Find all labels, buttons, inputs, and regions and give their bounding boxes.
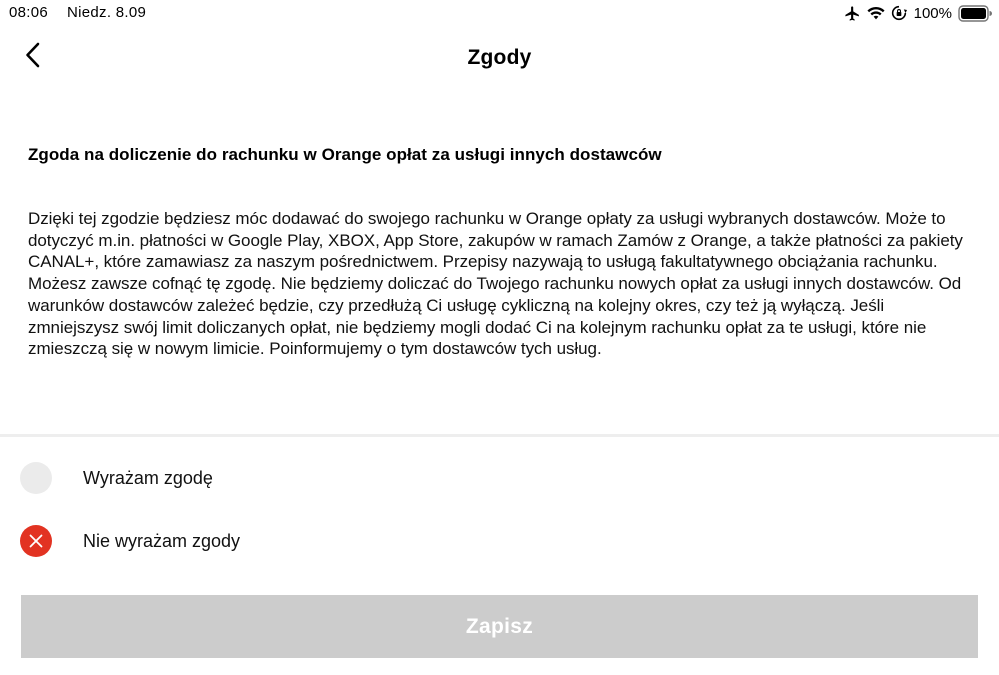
orientation-lock-icon: [891, 5, 907, 21]
option-disagree-label: Nie wyrażam zgody: [83, 530, 241, 551]
battery-percent: 100%: [913, 4, 952, 22]
consent-heading: Zgoda na doliczenie do rachunku w Orange opłat za usługi innych dostawców: [28, 145, 662, 164]
status-date: Niedz. 8.09: [67, 4, 147, 21]
option-agree[interactable]: [20, 461, 620, 495]
airplane-icon: [844, 5, 861, 22]
save-button[interactable]: Zapisz: [21, 595, 978, 658]
page-title: Zgody: [467, 46, 532, 69]
divider: [0, 434, 999, 437]
option-agree-label: Wyrażam zgodę: [83, 467, 213, 488]
status-indicators: [844, 3, 993, 23]
battery-icon: [958, 5, 993, 22]
radio-selected-close-icon[interactable]: [20, 525, 52, 557]
navigation-bar: [0, 30, 999, 86]
consent-description: Dzięki tej zgodzie będziesz móc dodawać do swojego rachunku w Orange opłaty za usługi wybranych dostawców. Może to dotyczyć m.in. płatności w Google Play, XBOX, App Store, zakupów w ramach Zamów z Orange, a także płatności za pakiety CANAL+, które zamawiasz za naszym pośrednictwem. Przepisy nazywają to usługą fakultatywnego obciążania rachunku. Możesz zawsze cofnąć tę zgodę. Nie będziemy doliczać do Twojego rachunku nowych opłat za usługi innych dostawców. Od warunków dostawców zależeć będzie, czy przedłużą Ci usługę cykliczną na kolejny okres, czy też ją wyłączą. Jeśli zmniejszysz swój limit doliczanych opłat, nie będziemy mogli dodać Ci na kolejnym rachunku opłat za te usługi, które nie zmieszczą się w nowym limicie. Poinformujemy o tym dostawców tych usług.: [28, 209, 963, 359]
status-bar: [0, 0, 999, 26]
option-disagree[interactable]: [20, 524, 620, 558]
wifi-icon: [867, 6, 885, 20]
radio-unselected-icon[interactable]: [20, 462, 52, 494]
status-time: 08:06: [9, 4, 49, 21]
